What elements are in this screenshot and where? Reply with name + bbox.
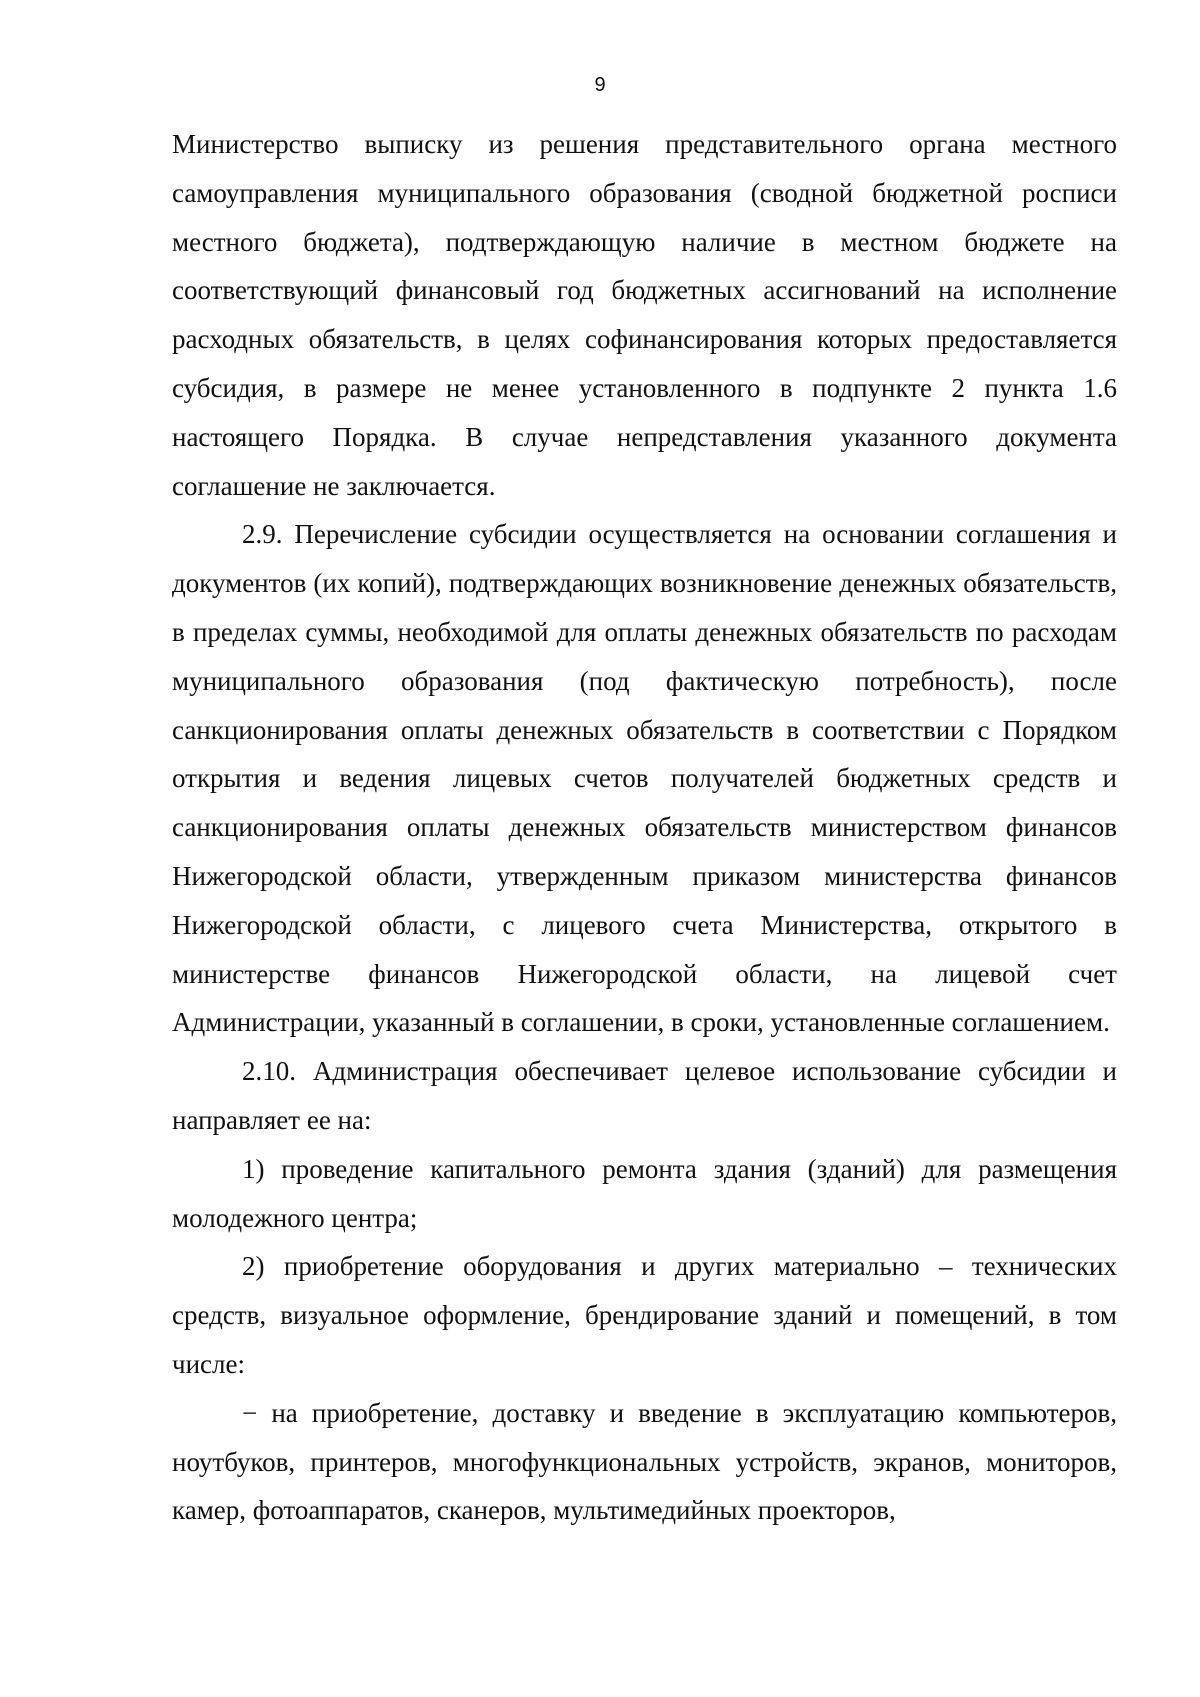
list-item-2-equipment-purchase: 2) приобретение оборудования и других материально – технических средств, визуальное оформление, брендирование зданий и помещений, в том числе:: [172, 1251, 1117, 1379]
paragraph-2-9-subsidy-transfer: 2.9. Перечисление субсидии осуществляется на основании соглашения и документов (их копий), подтверждающих возникновение денежных обязательств, в пределах суммы, необходимой для оплаты денежных обязательств по расходам муниципального образования (под фактическую потребность), после санкционирования оплаты денежных обязательств в соответствии с Порядком открытия и ведения лицевых счетов получателей бюджетных средств и санкционирования оплаты денежных обязательств министерством финансов Нижегородской области, утвержденным приказом министерства финансов Нижегородской области, с лицевого счета Министерства, открытого в министерстве финансов Нижегородской области, на лицевой счет Администрации, указанный в соглашении, в сроки, установленные соглашением.: [172, 519, 1117, 1038]
paragraph-2-10-targeted-use: 2.10. Администрация обеспечивает целевое использование субсидии и направляет ее на:: [172, 1056, 1117, 1135]
paragraph-submission-of-extract: Министерство выписку из решения представительного органа местного самоуправления муниципального образования (сводной бюджетной росписи местного бюджета), подтверждающую наличие в местном бюджете на соответствующий финансовый год бюджетных ассигнований на исполнение расходных обязательств, в целях софинансирования которых предоставляется субсидия, в размере не менее установленного в подпункте 2 пункта 1.6 настоящего Порядка. В случае непредставления указанного документа соглашение не заключается.: [172, 129, 1117, 501]
sub-item-computers-purchase: − на приобретение, доставку и введение в эксплуатацию компьютеров, ноутбуков, принтеров, многофункциональных устройств, экранов, мониторов, камер, фотоаппаратов, сканеров, мультимедийных проекторов,: [172, 1397, 1117, 1526]
page-number: 9: [594, 74, 606, 96]
list-item-1-capital-repair: 1) проведение капитального ремонта здания (зданий) для размещения молодежного центра;: [172, 1153, 1117, 1233]
document-body: [172, 120, 1117, 1535]
